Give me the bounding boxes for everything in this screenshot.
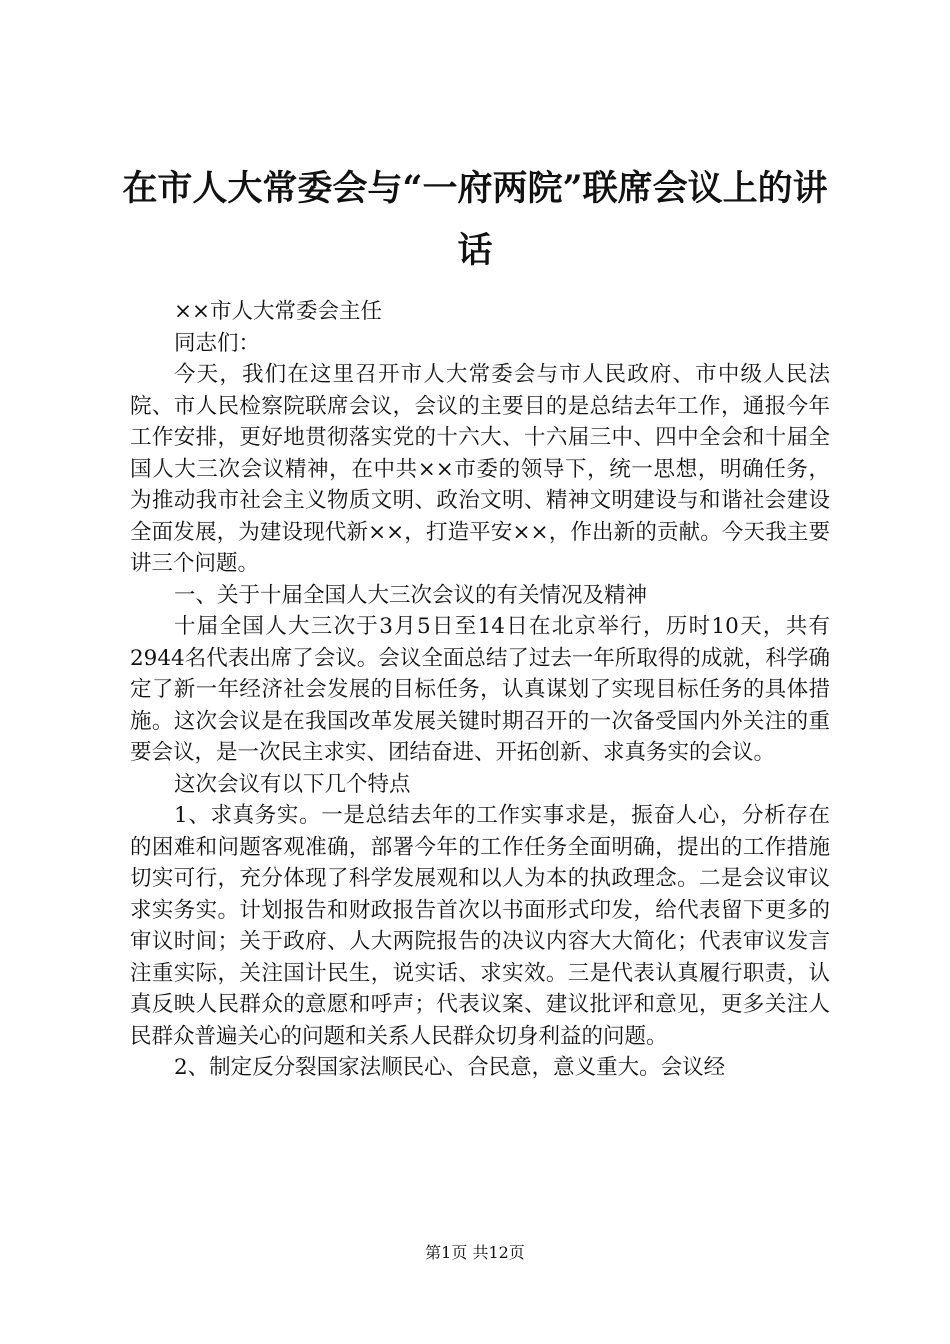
paragraph-meeting-summary: 十届全国人大三次于3月5日至14日在北京举行，历时10天，共有2944名代表出席了会议。会议全面总结了过去一年所取得的成就，科学确定了新一年经济社会发展的目标任务，认真谋划了实现目标任务的具体措施。这次会议是在我国改革发展关键时期召开的一次备受国内外关注的重要会议，是一次民主求实、团结奋进、开拓创新、求真务实的会议。 bbox=[130, 614, 830, 765]
salutation: 同志们： bbox=[174, 330, 261, 356]
paragraph-feature-1: 1、求真务实。一是总结去年的工作实事求是，振奋人心，分析存在的困难和问题客观准确，部署今年的工作任务全面明确，提出的工作措施切实可行，充分体现了科学发展观和以人为本的执政理念。二是会议审议求实务实。计划报告和财政报告首次以书面形式印发，给代表留下更多的审议时间；关于政府、人大两院报告的决议内容大大简化；代表审议发言注重实际，关注国计民生，说实话、求实效。三是代表认真履行职责，认真反映人民群众的意愿和呼声；代表议案、建议批评和意见，更多关注人民群众普遍关心的问题和关系人民群众切身利益的问题。 bbox=[130, 803, 830, 1049]
document-body bbox=[130, 296, 830, 1084]
paragraph-feature-2: 2、制定反分裂国家法顺民心、合民意，意义重大。会议经 bbox=[174, 1055, 726, 1080]
author-line: ××市人大常委会主任 bbox=[174, 299, 383, 324]
document-title: 在市人大常委会与“一府两院”联席会议上的讲话 bbox=[122, 168, 828, 271]
section-heading-1: 一、关于十届全国人大三次会议的有关情况及精神 bbox=[174, 582, 648, 608]
page-footer: 第1页 共12页 bbox=[425, 1243, 525, 1262]
paragraph-features-lead: 这次会议有以下几个特点 bbox=[174, 771, 411, 797]
paragraph-intro: 今天，我们在这里召开市人大常委会与市人民政府、市中级人民法院、市人民检察院联席会议，会议的主要目的是总结去年工作，通报今年工作安排，更好地贯彻落实党的十六大、十六届三中、四中全会和十届全国人大三次会议精神，在中共××市委的领导下，统一思想，明确任务，为推动我市社会主义物质文明、政治文明、精神文明建设与和谐社会建设全面发展，为建设现代新××，打造平安××，作出新的贡献。今天我主要讲三个问题。 bbox=[130, 362, 830, 576]
